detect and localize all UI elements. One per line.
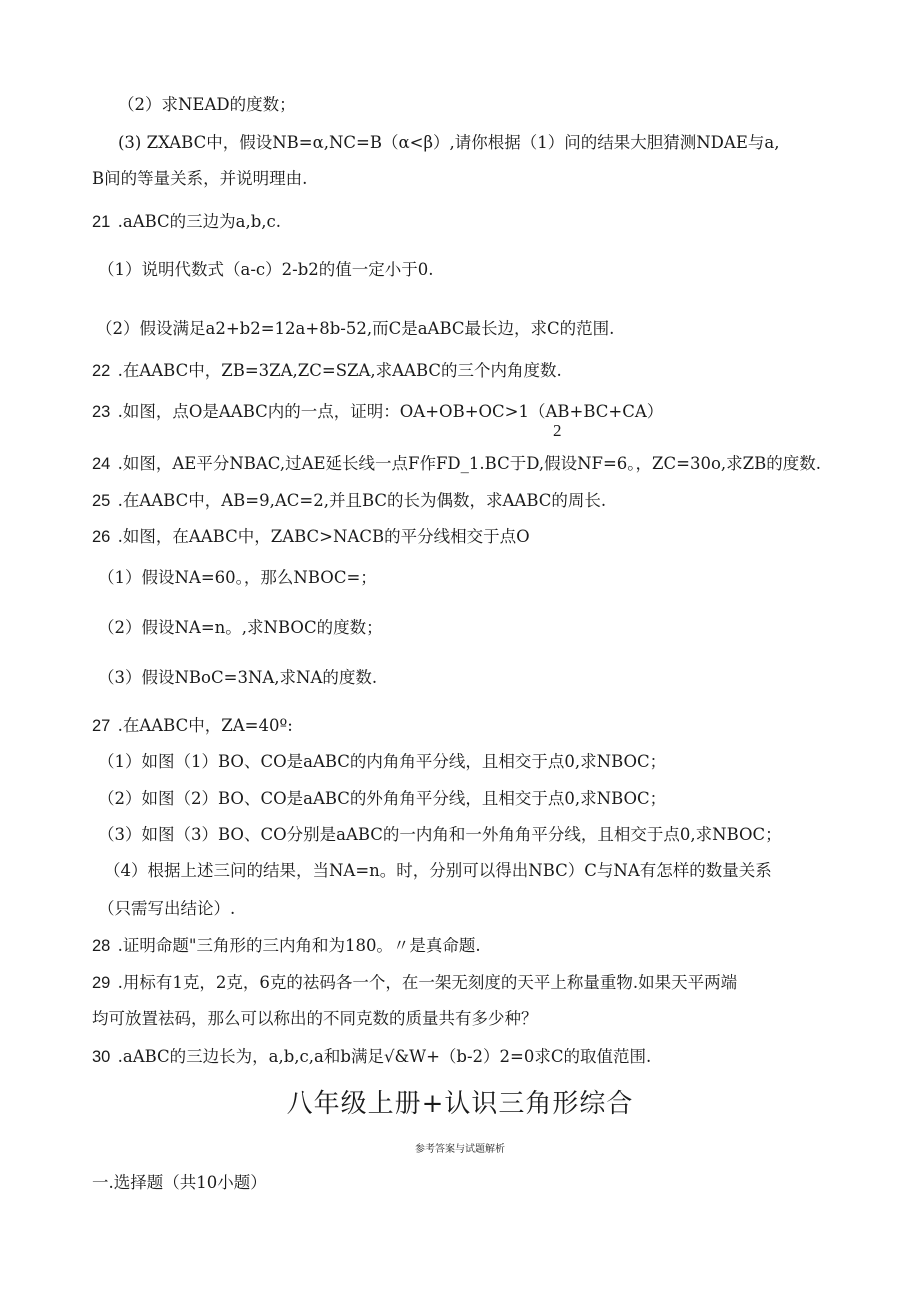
question-26: [92, 526, 530, 548]
question-number: 26: [92, 528, 111, 546]
question-25: [92, 490, 606, 512]
question-number: 25: [92, 492, 111, 510]
question-20-part-2: （2）求NEAD的度数；: [118, 95, 296, 114]
question-20-part-3: (3) ZXABC中，假设NB=α,NC=B（α<β）,请你根据（1）问的结果大胆猜测NDAE与a,: [118, 133, 780, 152]
document-title: 八年级上册+认识三角形综合: [286, 1089, 634, 1119]
question-number: 22: [92, 362, 111, 380]
question-text: .证明命题"三角形的三内角和为180。〃是真命题.: [117, 936, 481, 955]
question-27-part-4-cont: （只需写出结论）.: [98, 899, 236, 918]
question-number: 30: [92, 1048, 111, 1066]
question-number: 28: [92, 937, 111, 955]
question-text: .aABC的三边为a,b,c.: [117, 212, 282, 231]
question-23: [92, 401, 663, 423]
question-22: [92, 360, 562, 382]
question-21-part-1: （1）说明代数式（a-c）2-b2的值一定小于0.: [98, 260, 434, 279]
question-number: 29: [92, 974, 111, 992]
question-28: [92, 935, 481, 957]
question-text: .在AABC中，ZB=3ZA,ZC=SZA,求AABC的三个内角度数.: [117, 361, 562, 380]
question-27-part-1: （1）如图（1）BO、CO是aABC的内角角平分线，且相交于点0,求NBOC；: [98, 752, 667, 771]
question-text: .在AABC中，ZA=40º:: [117, 716, 293, 735]
section-heading: 一.选择题（共10小题）: [92, 1173, 267, 1192]
question-number: 23: [92, 403, 111, 421]
question-number: 24: [92, 455, 111, 473]
question-number: 27: [92, 717, 111, 735]
question-text: .如图，点O是AABC内的一点，证明：OA+OB+OC>1（AB+BC+CA）: [117, 402, 664, 421]
question-27-part-3: （3）如图（3）BO、CO分别是aABC的一内角和一外角角平分线，且相交于点0,求NBOC；: [98, 825, 782, 844]
question-27-part-4: （4）根据上述三问的结果，当NA=n。时，分别可以得出NBC）C与NA有怎样的数量关系: [104, 861, 772, 880]
question-number: 21: [92, 213, 111, 231]
question-27-part-2: （2）如图（2）BO、CO是aABC的外角角平分线，且相交于点0,求NBOC；: [98, 789, 667, 808]
question-text: .如图，在AABC中，ZABC>NACB的平分线相交于点O: [117, 527, 530, 546]
question-26-part-1: （1）假设NA=60。，那么NBOC=；: [98, 568, 377, 587]
question-text: .如图，AE平分NBAC,过AE延长线一点F作FD_1.BC于D,假设NF=6。，ZC=30o,求ZB的度数.: [117, 454, 821, 473]
question-27: [92, 715, 293, 737]
question-text: .在AABC中，AB=9,AC=2,并且BC的长为偶数，求AABC的周长.: [117, 491, 607, 510]
question-29: [92, 972, 737, 994]
question-21-part-2: （2）假设满足a2+b2=12a+8b-52,而C是aABC最长边，求C的范围.: [96, 319, 615, 338]
question-text: .aABC的三边长为，a,b,c,a和b满足√&W+（b-2）2=0求C的取值范围.: [117, 1047, 652, 1066]
document-subtitle: 参考答案与试题解析: [415, 1144, 505, 1155]
question-20-part-3-cont: B间的等量关系，并说明理由.: [92, 169, 308, 188]
question-text: .用标有1克，2克，6克的祛码各一个，在一架无刻度的天平上称量重物.如果天平两端: [117, 973, 738, 992]
question-29-cont: 均可放置祛码，那么可以称出的不同克数的质量共有多少种？: [92, 1009, 538, 1028]
question-30: [92, 1046, 651, 1068]
question-21: [92, 211, 281, 233]
question-24: [92, 453, 821, 475]
question-26-part-3: （3）假设NBoC=3NA,求NA的度数.: [98, 668, 378, 687]
fraction-denominator: 2: [553, 421, 562, 440]
question-26-part-2: （2）假设NA=n。,求NBOC的度数；: [98, 618, 383, 637]
